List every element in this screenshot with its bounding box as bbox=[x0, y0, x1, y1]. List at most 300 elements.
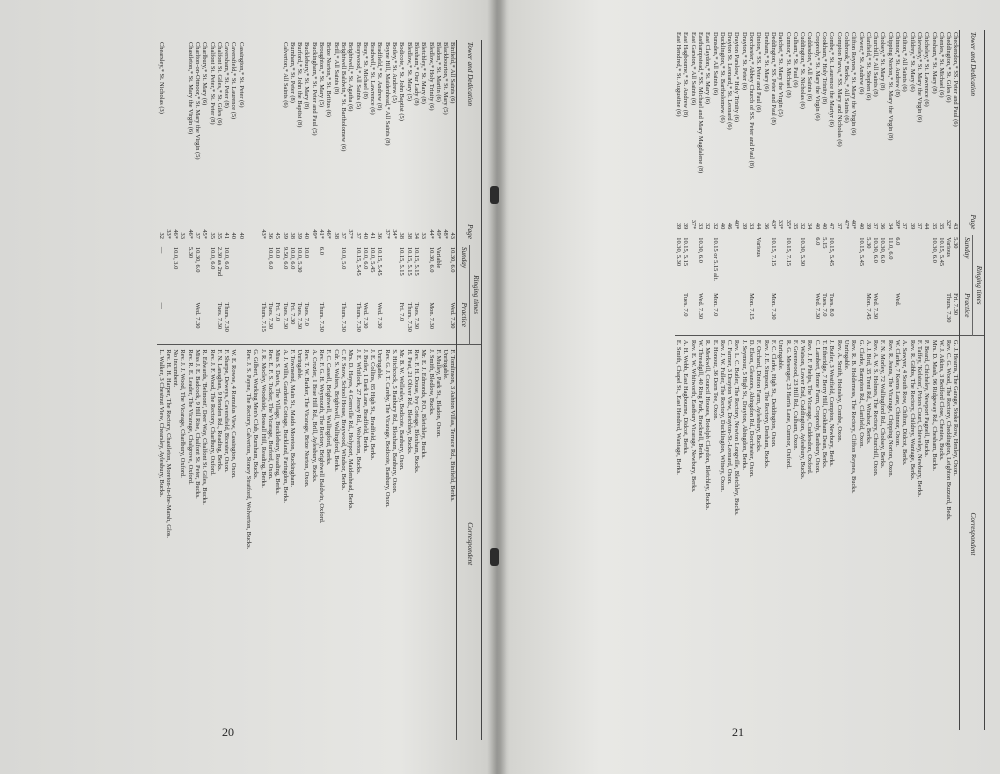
practice-cell bbox=[369, 301, 376, 345]
page-cell: 39 bbox=[296, 232, 304, 239]
page-cell: 47* bbox=[842, 219, 850, 230]
practice-cell: Tues. 7.30 bbox=[281, 302, 289, 330]
sunday-cell bbox=[179, 245, 186, 301]
correspondent-cell: A. J. Willis, Gardenia Cottage, Buckland, Faringdon, Berks. bbox=[281, 345, 288, 740]
table-row bbox=[792, 30, 799, 730]
tower-cell: Blackbourton,* St. Mary (5) bbox=[442, 42, 450, 115]
tower-cell bbox=[267, 40, 274, 215]
correspondent-cell: C. F. Snow, School House, Braywood, Windsor, Berks. bbox=[340, 345, 347, 740]
page-cell: 33* bbox=[777, 219, 785, 230]
table-row bbox=[908, 30, 915, 730]
correspondent-cell: Rev. R. Gibbs, The Rectory, Childrey, Wantage, Berks. bbox=[908, 335, 915, 730]
table-row bbox=[157, 40, 164, 740]
sunday-cell bbox=[391, 245, 398, 301]
table-row bbox=[238, 40, 245, 740]
tower-cell: Brill,* All Saints (8) bbox=[332, 42, 340, 95]
practice-cell bbox=[879, 291, 886, 335]
sunday-cell: 10.30, 6.0 bbox=[879, 237, 887, 263]
page-cell: 37 bbox=[872, 222, 880, 230]
page-cell: 36 bbox=[879, 222, 887, 230]
table-row bbox=[165, 40, 172, 740]
page-cell: 32 bbox=[704, 222, 712, 230]
correspondent-cell: A. Sawyer, 4 South Row, Chilton, Didcot, Berks. bbox=[901, 335, 908, 730]
correspondent-cell: Rev. C. G. Wood, The Rectory, Cheddington, Leighton Buzzard, Beds. bbox=[945, 335, 952, 730]
correspondent-cell: F. N. Morley, 72 Wallingford Rd., Cholsey, Berks. bbox=[879, 335, 886, 730]
table-row bbox=[719, 30, 726, 730]
correspondent-cell: Rev. J. S. Payne, The Rectory, Calverton, Stoney Stratford, Wolverton, Bucks. bbox=[245, 345, 252, 740]
sunday-cell: 10.15, 5.45 bbox=[828, 237, 836, 267]
page-cell: 34* bbox=[391, 229, 399, 239]
practice-header: Practice bbox=[457, 301, 469, 345]
practice-cell bbox=[792, 291, 799, 335]
table-row bbox=[813, 30, 820, 730]
tower-cell: Chicheley,* St. Lawrence (6) bbox=[923, 32, 931, 107]
tower-cell bbox=[179, 40, 186, 215]
tower-cell: East Garston,* All Saints (6) bbox=[689, 32, 697, 106]
sunday-cell: 10.15, 5.45 bbox=[354, 246, 362, 276]
practice-cell bbox=[799, 291, 806, 335]
correspondent-cell: R. Edwards, 'Belmont', Deer Way, Chalfont St. Giles, Bucks. bbox=[201, 345, 208, 740]
sunday-cell: 10.15, 7.15 bbox=[784, 237, 792, 267]
tower-cell: Clanfield,* St. Stephen (6) bbox=[864, 32, 872, 101]
left-page-table bbox=[157, 40, 482, 740]
sunday-cell: 10.0 bbox=[274, 246, 282, 259]
table-row bbox=[208, 40, 215, 740]
tower-cell: East Hendred,* St. Augustine (6) bbox=[675, 32, 683, 117]
page-cell: 40 bbox=[237, 232, 245, 239]
tower-cell: East Hagbourne,* St. Andrew (8) bbox=[682, 32, 690, 118]
sunday-cell bbox=[733, 235, 740, 291]
practice-cell bbox=[806, 291, 813, 335]
table-row bbox=[245, 40, 252, 740]
correspondent-cell: S. Hitchcock, 5 Banbury Rd., Bloxham, Banbury, Oxon. bbox=[391, 345, 398, 740]
tower-cell: Buckingham,* St. Peter and Paul (5) bbox=[310, 42, 318, 136]
tower-cell: Bucklebury,* St. Mary (8) bbox=[303, 42, 311, 110]
sunday-cell: 5.30 bbox=[186, 246, 194, 259]
tower-cell: Bray,* St. Michael (8) bbox=[361, 42, 369, 99]
practice-cell bbox=[689, 291, 696, 335]
practice-cell: Wed. 7.30 bbox=[361, 302, 369, 329]
sunday-cell bbox=[310, 245, 317, 301]
sunday-cell bbox=[238, 245, 245, 301]
tower-cell: Chesham,* St. Mary (8) bbox=[930, 32, 938, 94]
tower-cell: Cuddington,* St. Nicholas (6) bbox=[799, 32, 807, 109]
tower-cell: Chastleton,* St. Mary the Virgin (6) bbox=[186, 42, 194, 135]
table-row bbox=[201, 40, 208, 740]
correspondent-cell: F. Sharpe, Deweys, Caversfield, Bicester, Oxon. bbox=[223, 345, 230, 740]
sunday-cell: 2.30 as 2nd bbox=[215, 246, 223, 277]
tower-cell: Cholsey,* St. Mary (8) bbox=[879, 32, 887, 91]
sunday-cell: 6.0 bbox=[813, 237, 821, 246]
table-row bbox=[697, 30, 704, 730]
practice-cell bbox=[201, 301, 208, 345]
practice-cell bbox=[420, 301, 427, 345]
page-cell: 39 bbox=[740, 222, 748, 230]
practice-cell: Thurs. 7.30 bbox=[405, 302, 413, 332]
page-cell: 36 bbox=[762, 222, 770, 230]
tower-cell: Drayton Parslow,* Holy Trinity (6) bbox=[733, 32, 741, 122]
sunday-header: Sunday bbox=[960, 235, 972, 291]
practice-cell: Thurs. 7.30 bbox=[318, 302, 326, 332]
left-table-body bbox=[157, 40, 457, 740]
correspondent-cell: Rev. R. Jeans, The Vicarage, Chipping Norton, Oxon. bbox=[886, 335, 893, 730]
page-cell: 40 bbox=[230, 232, 238, 239]
sunday-cell: 5.15 bbox=[821, 237, 829, 249]
practice-cell bbox=[172, 301, 179, 345]
practice-cell bbox=[733, 291, 740, 335]
table-row bbox=[318, 40, 325, 740]
sunday-cell bbox=[806, 235, 813, 291]
tower-cell: Culham,* St. Paul (6) bbox=[791, 32, 799, 88]
page-cell: 37 bbox=[835, 222, 843, 230]
ringing-times-header: Ringing times bbox=[469, 245, 481, 345]
table-row bbox=[179, 40, 186, 740]
tower-cell: Datchet,* St. Mary the Virgin (5) bbox=[777, 32, 785, 117]
practice-cell: Tues. 7.0 bbox=[682, 293, 690, 317]
tower-cell bbox=[259, 40, 266, 215]
page-cell: 44 bbox=[755, 222, 763, 230]
correspondent-cell: Rev. E. W. Whitworth, Eastbury Vicarage, Newbury, Berks. bbox=[689, 335, 696, 730]
page-cell: 33* bbox=[164, 229, 172, 239]
correspondent-cell: J. E. Whitlock, 27 Jersey Rd., Wolverton, Bucks. bbox=[354, 345, 361, 740]
sunday-cell bbox=[383, 245, 390, 301]
tower-cell: Bledlow,* St. Mary (5) bbox=[405, 42, 413, 102]
tower-cell bbox=[252, 40, 259, 215]
page-cell: 35 bbox=[930, 222, 938, 230]
correspondent-cell: J. Butler, 3 Westfield, Compton, Newbury, Berks. bbox=[828, 335, 835, 730]
sunday-cell: 10.0, 5.0 bbox=[339, 246, 347, 270]
sunday-cell: 10.0, 5.30 bbox=[296, 246, 304, 273]
table-row bbox=[886, 30, 893, 730]
correspondent-cell: Mr. B. W. Wellesley, Bodicote, Banbury, Oxon. bbox=[398, 345, 405, 740]
page-cell: 37 bbox=[354, 232, 362, 239]
correspondent-cell: Rev. T. W. Barker, The Vicarage, Brize Norton, Oxon. bbox=[303, 345, 310, 740]
page-cell: 34 bbox=[412, 232, 420, 239]
practice-cell bbox=[245, 301, 252, 345]
practice-cell bbox=[230, 301, 237, 345]
table-row bbox=[369, 40, 376, 740]
sunday-cell: 10.15, 7.15 bbox=[769, 237, 777, 267]
tower-cell: Charlbury,* St. Mary (6) bbox=[201, 42, 209, 106]
correspondent-cell: W. E. Rowse, 4 Romulus View, Cassington, Oxon. bbox=[230, 345, 237, 740]
practice-cell bbox=[719, 291, 726, 335]
staple-top bbox=[490, 186, 499, 204]
page-cell: 46 bbox=[726, 222, 734, 230]
sunday-cell: 10.0 bbox=[303, 246, 311, 259]
tower-cell bbox=[165, 40, 172, 215]
sunday-cell: 10.15, 5.45 bbox=[857, 237, 865, 267]
practice-cell: Thurs. 7.30 bbox=[223, 302, 231, 332]
correspondent-header: Correspondent bbox=[960, 335, 985, 730]
tower-cell: Brize Norton,* St. Britius (6) bbox=[325, 42, 333, 117]
page-cell: 35* bbox=[784, 219, 792, 230]
tower-cell: Chipping Norton,* St. Mary the Virgin (8) bbox=[886, 32, 894, 141]
page-cell: 36 bbox=[376, 232, 384, 239]
page-cell: 37 bbox=[901, 222, 909, 230]
page-cell: 39 bbox=[281, 232, 289, 239]
practice-cell bbox=[784, 291, 791, 335]
practice-cell bbox=[442, 301, 449, 345]
page-cell: 40* bbox=[733, 219, 741, 230]
practice-cell: Tues. 7.0 bbox=[821, 293, 829, 317]
tower-cell: Drayton,* St. Peter (6) bbox=[740, 32, 748, 91]
sunday-cell: 10.0, 6.0 bbox=[266, 246, 274, 270]
correspondent-cell: J. Seymour, 5 High St., Drayton, Abingdon, Berks. bbox=[741, 335, 748, 730]
tower-cell bbox=[274, 40, 281, 215]
tower-cell: Boyne Hill, Maidenhead,* All Saints (8) bbox=[383, 42, 391, 146]
tower-cell: Bletchley,* St. Mary (8) bbox=[420, 42, 428, 104]
correspondent-cell: H. Peat, 21 Oliver Rd., Bletchley, Bucks. bbox=[405, 345, 412, 740]
correspondent-cell: Rev. A. W. S. Holmes, The Rectory, Churchill, Oxon. bbox=[872, 335, 879, 730]
sunday-cell bbox=[442, 245, 449, 301]
practice-cell bbox=[726, 291, 733, 335]
page-cell: 35 bbox=[208, 232, 216, 239]
sunday-cell bbox=[719, 235, 726, 291]
tower-cell: Dunsden,* All Saints (6) bbox=[711, 32, 719, 96]
practice-cell: — bbox=[157, 302, 165, 309]
practice-cell bbox=[835, 291, 842, 335]
correspondent-cell: Rev. A. Smith, Hoinsley, Combe, Oxon. bbox=[835, 335, 842, 730]
sunday-cell: 10.30, 6.0 bbox=[194, 246, 202, 273]
sunday-cell bbox=[792, 235, 799, 291]
table-row bbox=[405, 40, 412, 740]
tower-cell: Deddington,* SS. Peter and Paul (8) bbox=[769, 32, 777, 125]
tower-cell: Cookham,* Holy Trinity (8) bbox=[821, 32, 829, 105]
left-page-number: 20 bbox=[222, 725, 234, 739]
page-cell: 49* bbox=[434, 229, 442, 239]
table-row bbox=[267, 40, 274, 740]
table-row bbox=[865, 30, 872, 730]
tower-cell: Botley,* St. Andrew (5) bbox=[391, 42, 399, 103]
tower-cell: Calverton,* All Saints (6) bbox=[281, 42, 289, 108]
table-row bbox=[442, 40, 449, 740]
tower-header: Tower and Dedication bbox=[457, 40, 482, 215]
practice-cell bbox=[675, 291, 682, 335]
practice-cell bbox=[843, 291, 850, 335]
correspondent-header: Correspondent bbox=[457, 345, 482, 740]
tower-cell: Burford,* St. John the Baptist (8) bbox=[296, 42, 304, 128]
practice-cell bbox=[923, 291, 930, 335]
tower-cell: Chinnor,* St. Andrew (8) bbox=[894, 32, 902, 97]
sunday-cell bbox=[689, 235, 696, 291]
correspondent-cell: E. Smith, Chapel St., East Hendred, Wantage, Berks. bbox=[675, 335, 682, 730]
right-table-body bbox=[675, 30, 960, 730]
page-cell: 35 bbox=[937, 222, 945, 230]
table-row bbox=[391, 40, 398, 740]
correspondent-cell: P. Beard, Chicheley, Newport Pagnell, Bucks. bbox=[923, 335, 930, 730]
table-row bbox=[711, 30, 718, 730]
table-row bbox=[741, 30, 748, 730]
page-cell: 39 bbox=[908, 222, 916, 230]
tower-cell: Chilton,* All Saints (6) bbox=[901, 32, 909, 92]
sunday-cell bbox=[916, 235, 923, 291]
table-row bbox=[354, 40, 361, 740]
page-cell: 35 bbox=[215, 232, 223, 239]
sunday-cell: 10.15, 5.15 bbox=[405, 246, 413, 276]
tower-cell: Dinton,* SS. Peter and Paul (6) bbox=[755, 32, 763, 113]
sunday-cell bbox=[748, 235, 755, 291]
table-row bbox=[879, 30, 886, 730]
practice-cell bbox=[208, 301, 215, 345]
tower-cell: Churchill,* All Saints (8) bbox=[872, 32, 880, 97]
table-row bbox=[850, 30, 857, 730]
correspondent-cell: F. C. Clarke, High St., Deddington, Oxon. bbox=[770, 335, 777, 730]
table-row bbox=[733, 30, 740, 730]
practice-cell bbox=[857, 291, 864, 335]
table-row bbox=[923, 30, 930, 730]
practice-cell: Fri. 7.30 bbox=[288, 302, 296, 325]
table-row bbox=[872, 30, 879, 730]
practice-cell bbox=[435, 301, 442, 345]
sunday-cell: 10.15, 5.15 bbox=[398, 246, 406, 276]
sunday-cell bbox=[843, 235, 850, 291]
correspondent-cell: Cdr. S. Walters, Brightwell, Wallingford, Berks. bbox=[332, 345, 339, 740]
sunday-cell: 10.15, 5.45 bbox=[937, 237, 945, 267]
page-cell: 43* bbox=[259, 229, 267, 239]
page-cell: 39 bbox=[864, 222, 872, 230]
sunday-cell: 10.0, 6.0 bbox=[288, 246, 296, 270]
table-row bbox=[675, 30, 682, 730]
sunday-cell bbox=[835, 235, 842, 291]
page-cell: 48* bbox=[442, 229, 450, 239]
tower-cell: Bladon,* St. Martin (6) bbox=[434, 42, 442, 102]
tower-cell: Bledlow,* Holy Trinity (6) bbox=[427, 42, 435, 111]
page-cell: 33 bbox=[420, 232, 428, 239]
sunday-cell: 10.0, 5.45 bbox=[369, 246, 377, 273]
table-row bbox=[296, 40, 303, 740]
table-row bbox=[770, 30, 777, 730]
page-cell: 38 bbox=[332, 232, 340, 239]
sunday-cell: 10.15 or 5.15 alt. bbox=[711, 237, 719, 281]
correspondent-cell: Mrs. D. Hayes, 4 Grenville Rd., Holyport, Maidenhead, Berks. bbox=[347, 345, 354, 740]
tower-cell: Charlton-on-Otmoor,* St. Mary the Virgin (5) bbox=[194, 42, 202, 160]
page-cell: 37 bbox=[339, 232, 347, 239]
practice-cell: Tues. 7.30 bbox=[296, 302, 304, 330]
sunday-cell: 9.50, 6.0 bbox=[281, 246, 289, 270]
practice-cell bbox=[165, 301, 172, 345]
correspondent-cell: G. Clarke, Bampton Rd., Clanfield, Oxon. bbox=[857, 335, 864, 730]
page-cell: 34 bbox=[886, 222, 894, 230]
practice-cell bbox=[930, 291, 937, 335]
table-row bbox=[303, 40, 310, 740]
correspondent-cell: J. E. Collins, 85 High St., Bradfield, Berks. bbox=[369, 345, 376, 740]
page-cell: 49* bbox=[310, 229, 318, 239]
correspondent-cell: Rev. E. F. S. Tucker, The Vicarage, Burford, Oxon. bbox=[267, 345, 274, 740]
practice-cell bbox=[916, 291, 923, 335]
page-cell: 37* bbox=[347, 229, 355, 239]
page-cell: 32 bbox=[799, 222, 807, 230]
table-row bbox=[835, 30, 842, 730]
tower-cell: Chenies,* St. Michael (6) bbox=[937, 32, 945, 98]
page-cell: 43 bbox=[952, 222, 960, 230]
practice-cell bbox=[383, 301, 390, 345]
practice-cell bbox=[252, 301, 259, 345]
sunday-cell bbox=[332, 245, 339, 301]
correspondent-cell: Rev. J. F. Wood, The Rectory, Charlbury, Oxford. bbox=[208, 345, 215, 740]
table-row bbox=[383, 40, 390, 740]
practice-cell bbox=[347, 301, 354, 345]
practice-cell bbox=[762, 291, 769, 335]
tower-cell: Checkendon,* SS. Peter and Paul (6) bbox=[952, 32, 960, 127]
correspondent-cell: Rev. J. E. Simpson, The Rectory, Denham, Bucks. bbox=[762, 335, 769, 730]
sunday-cell: 10.15, 5.15 bbox=[682, 237, 690, 267]
table-row bbox=[938, 30, 945, 730]
tower-cell: Clifton Reynes,* St. Mary the Virgin (6) bbox=[850, 32, 858, 136]
tower-cell: Chieveley,* St. Mary the Virgin (6) bbox=[915, 32, 923, 123]
page-cell bbox=[252, 215, 259, 245]
page-cell: 38 bbox=[398, 232, 406, 239]
table-row bbox=[413, 40, 420, 740]
table-row bbox=[894, 30, 901, 730]
table-row bbox=[186, 40, 193, 740]
tower-cell: Cheddington,* St. Giles (6) bbox=[945, 32, 953, 103]
tower-header: Tower and Dedication bbox=[960, 30, 985, 205]
table-row bbox=[784, 30, 791, 730]
correspondent-cell: F. N. Lanaghan, 9 Henden Rd., Reading, Berks. bbox=[216, 345, 223, 740]
practice-cell: Thurs. 7.15 bbox=[259, 302, 267, 332]
page-cell: 40 bbox=[821, 222, 829, 230]
sunday-cell bbox=[850, 235, 857, 291]
correspondent-cell: F. Tomlinson, 3 Ashton Villas, Terrace Rd., Binfield, Berks. bbox=[449, 345, 457, 740]
correspondent-cell: Rev. G. J. T. Careby, The Vicarage, Bodicote, Banbury, Oxon. bbox=[383, 345, 390, 740]
practice-cell: Mon. 7.0 bbox=[711, 293, 719, 317]
page-cell: 46* bbox=[186, 229, 194, 239]
practice-cell bbox=[325, 301, 332, 345]
sunday-cell: — bbox=[157, 246, 165, 254]
right-page-number: 21 bbox=[732, 725, 744, 739]
table-row bbox=[325, 40, 332, 740]
page-cell: 37* bbox=[689, 219, 697, 230]
correspondent-cell: A. Crozier, 1 Brae Hill Rd., Brill, Aylesbury, Bucks. bbox=[310, 345, 317, 740]
page-cell: 37* bbox=[383, 229, 391, 239]
tower-cell bbox=[172, 40, 179, 215]
practice-cell: Wed. 7.30 bbox=[697, 293, 705, 320]
sunday-cell bbox=[704, 235, 711, 291]
tower-cell: Dorchester,* Abbey Church of SS. Peter and Paul (8) bbox=[748, 32, 756, 169]
tower-cell: Broughton,* St. Mary (5) bbox=[318, 42, 326, 108]
sunday-cell: 10.30, 6.0 bbox=[872, 237, 880, 263]
table-row bbox=[689, 30, 696, 730]
practice-cell: Tues. 7.30 bbox=[215, 302, 223, 330]
sunday-cell: 10.0, 6.0 bbox=[208, 246, 216, 270]
sunday-cell: 10.0, 6.0 bbox=[361, 246, 369, 270]
sunday-cell bbox=[762, 235, 769, 291]
table-row bbox=[449, 40, 457, 740]
practice-cell bbox=[179, 301, 186, 345]
tower-cell: Caversfield,* St. Laurence (5) bbox=[230, 42, 238, 120]
correspondent-cell: No incumbent. bbox=[172, 345, 179, 740]
correspondent-cell: J. R. Mocley, Woodside, Bossall Hill, Reading, Berks. bbox=[259, 345, 266, 740]
sunday-cell: Various bbox=[945, 237, 953, 257]
practice-cell bbox=[777, 291, 784, 335]
correspondent-cell: L. Walker, 3 Chestnut View, Chearsley, Aylesbury, Bucks. bbox=[157, 345, 164, 740]
table-row bbox=[828, 30, 835, 730]
page-cell: 41 bbox=[223, 232, 231, 239]
practice-cell bbox=[741, 291, 748, 335]
practice-cell: Mon. 7.30 bbox=[769, 293, 777, 320]
table-row bbox=[194, 40, 201, 740]
page-cell: 43 bbox=[449, 232, 457, 239]
tower-cell: Chalfont St. Peter,* St. Peter (8) bbox=[208, 42, 216, 125]
tower-cell: Compton Parva,* SS. Mary and Nicholas (6) bbox=[835, 32, 843, 147]
correspondent-cell: A. H. Webb, East Hagbourne, Didcot, Berks. bbox=[682, 335, 689, 730]
page-cell: 39 bbox=[675, 222, 683, 230]
practice-cell bbox=[755, 291, 762, 335]
practice-cell: Tues. 8.0 bbox=[828, 293, 836, 317]
table-row bbox=[340, 40, 347, 740]
sunday-cell: 10.0, 3.0 bbox=[172, 246, 180, 270]
page-cell: 41 bbox=[369, 232, 377, 239]
